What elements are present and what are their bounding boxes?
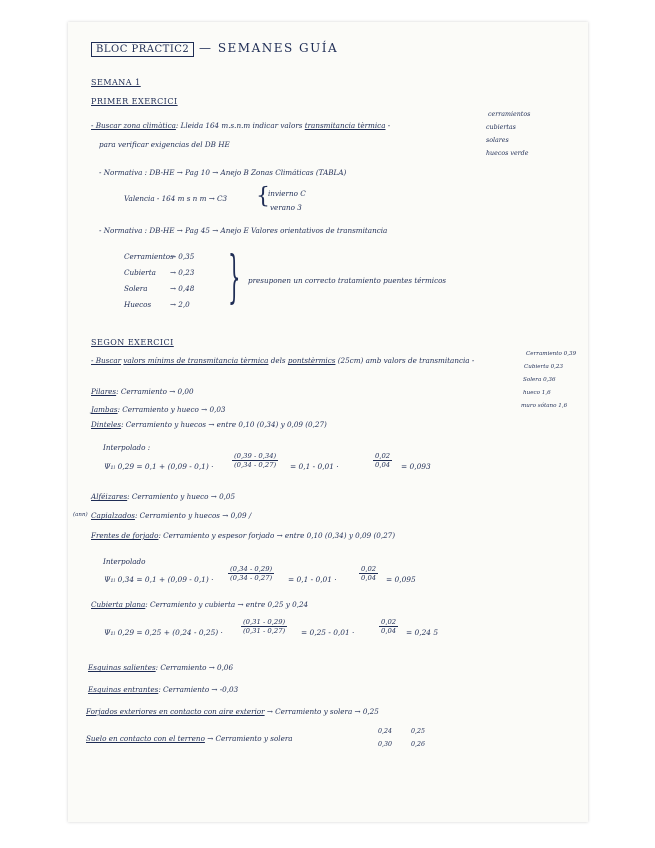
esquinas-entrantes-line	[88, 685, 238, 694]
interp2-label: Interpolado	[103, 557, 146, 566]
interp3-lhs: Ψ₁ₗ 0,29 = 0,25 + (0,24 - 0,25) ·	[104, 628, 223, 637]
value-name: Solera	[124, 284, 148, 293]
frentes-label: Frentes de forjado	[91, 531, 159, 540]
valencia-line: Valencia - 164 m s n m → C3	[124, 194, 228, 203]
interp2-fraction2	[359, 565, 378, 582]
forjados-label: Forjados exteriores en contacto con aire exterior	[86, 707, 265, 716]
brace-values: }	[228, 245, 241, 310]
brace-climate: {	[256, 184, 270, 209]
side-list-2-item: Cerramiento 0,39	[526, 351, 577, 357]
interp1-numerator2: 0,02	[375, 452, 391, 460]
exercise1-heading: PRIMER EXERCICI	[91, 97, 178, 106]
exercise2-heading: SEGON EXERCICI	[91, 338, 174, 347]
interp2-denominator2: 0,04	[361, 574, 377, 582]
interp2-mid: = 0,1 - 0,01 ·	[288, 575, 337, 584]
forjados-line	[86, 707, 379, 716]
side-list-2-item: Solera 0,36	[523, 377, 556, 383]
value-number: → 0,23	[170, 268, 195, 277]
interp1-fraction	[232, 452, 278, 469]
bloc-title-box: BLOC PRACTIC2	[91, 42, 194, 57]
frentes-line	[91, 531, 395, 540]
interp3-result: = 0,24 5	[406, 628, 439, 637]
side-list-2-item: hueco 1,6	[523, 390, 551, 396]
alfeizares-label: Alféizares	[91, 492, 128, 501]
interp2-lhs: Ψ₁ₗ 0,34 = 0,1 + (0,09 - 0,1) ·	[104, 575, 214, 584]
interp1-denominator: (0,34 - 0,27)	[234, 461, 277, 469]
normativa-1: - Normativa : DB-HE → Pag 10 → Anejo B Zonas Climáticas (TABLA)	[99, 168, 347, 177]
suelo-text: → Cerramiento y solera	[207, 734, 293, 743]
intro-mid: dels	[270, 356, 286, 365]
forjados-text: → Cerramiento y solera → 0,25	[266, 707, 379, 716]
intro-tail: (25cm) amb valors de transmitancia -	[337, 356, 475, 365]
interp3-denominator2: 0,04	[381, 627, 397, 635]
cubierta-line	[91, 600, 308, 609]
interp2-denominator: (0,34 - 0,27)	[230, 574, 273, 582]
zona-climatica-term: - Buscar zona climàtica	[91, 121, 176, 130]
interp3-numerator: (0,31 - 0,29)	[243, 618, 286, 626]
capialzados-text: : Cerramiento y huecos → 0,09 /	[134, 511, 252, 520]
interp2-result: = 0,095	[386, 575, 416, 584]
interp1-denominator2: 0,04	[375, 461, 391, 469]
side-list-1-item: cubiertas	[486, 124, 516, 131]
suelo-value: 0,24	[378, 728, 393, 735]
line1-rest: : Lleida 164 m.s.n.m indicar valors	[175, 121, 303, 130]
value-number: → 0,35	[170, 252, 195, 261]
side-list-1-item: solares	[486, 137, 509, 144]
margin-mark: (ann)	[73, 512, 88, 518]
line1-tail: -	[387, 121, 391, 130]
interp3-mid: = 0,25 - 0,01 ·	[301, 628, 355, 637]
summer-zone: verano 3	[270, 203, 302, 212]
pilares-label: Pilares	[91, 387, 117, 396]
capialzados-line	[91, 511, 251, 520]
jambas-label: Jambas	[91, 405, 118, 414]
transmitancia-term: transmitancia tèrmica	[304, 121, 386, 130]
cubierta-text: : Cerramiento y cubierta → entre 0,25 y 0,24	[145, 600, 309, 609]
interp1-mid: = 0,1 - 0,01 ·	[290, 462, 339, 471]
suelo-value: 0,25	[411, 728, 426, 735]
interp3-fraction2	[379, 618, 398, 635]
exercise2-intro	[91, 356, 474, 365]
capialzados-label: Capialzados	[91, 511, 135, 520]
esquinas-salientes-text: : Cerramiento → 0,06	[155, 663, 234, 672]
pilares-line	[91, 387, 194, 396]
intro-term: valors mínims de transmitancia tèrmica	[123, 356, 269, 365]
suelo-value: 0,26	[411, 741, 426, 748]
dinteles-label: Dinteles	[91, 420, 122, 429]
value-name: Huecos	[124, 300, 152, 309]
interp2-numerator2: 0,02	[361, 565, 377, 573]
value-name: Cubierta	[124, 268, 156, 277]
esquinas-salientes-label: Esquinas salientes	[88, 663, 156, 672]
side-list-1-item: cerramientos	[488, 111, 531, 118]
side-list-1-item: huecos verde	[486, 150, 529, 157]
cubierta-label: Cubierta plana	[91, 600, 146, 609]
normativa-2: - Normativa : DB-HE → Pag 45 → Anejo E Valores orientativos de transmitancia	[99, 226, 388, 235]
suelo-value: 0,30	[378, 741, 393, 748]
intro-lead: - Buscar	[91, 356, 122, 365]
values-note: presuponen un correcto tratamiento puentes térmicos	[248, 276, 447, 285]
semana-heading: SEMANA 1	[91, 78, 141, 87]
exercise1-line1	[91, 121, 390, 130]
esquinas-entrantes-text: : Cerramiento → -0,03	[158, 685, 239, 694]
jambas-line	[91, 405, 225, 414]
side-list-2-item: muro sótano 1,6	[521, 403, 568, 409]
esquinas-entrantes-label: Esquinas entrantes	[88, 685, 159, 694]
page-title: — SEMANES GUÍA	[199, 41, 339, 55]
interp1-result: = 0,093	[401, 462, 431, 471]
esquinas-salientes-line	[88, 663, 233, 672]
interp3-numerator2: 0,02	[381, 618, 397, 626]
interp1-fraction2	[373, 452, 392, 469]
interp2-numerator: (0,34 - 0,29)	[230, 565, 273, 573]
dinteles-text: : Cerramiento y huecos → entre 0,10 (0,34) y 0,09 (0,27)	[121, 420, 327, 429]
side-list-2-item: Cubierta 0,23	[524, 364, 564, 370]
suelo-label: Suelo en contacto con el terreno	[86, 734, 205, 743]
intro-term2: pontstèrmics	[287, 356, 336, 365]
alfeizares-text: : Cerramiento y hueco → 0,05	[127, 492, 236, 501]
value-name: Cerramientos	[124, 252, 174, 261]
interp3-fraction	[241, 618, 287, 635]
interp3-denominator: (0,31 - 0,27)	[243, 627, 286, 635]
interp1-numerator: (0,39 - 0,34)	[234, 452, 277, 460]
suelo-line	[86, 734, 293, 743]
frentes-text: : Cerramiento y espesor forjado → entre 0,10 (0,34) y 0,09 (0,27)	[158, 531, 396, 540]
exercise1-line2: para verificar exigencias del DB HE	[99, 140, 230, 149]
dinteles-line	[91, 420, 327, 429]
jambas-text: : Cerramiento y hueco → 0,03	[117, 405, 226, 414]
alfeizares-line	[91, 492, 235, 501]
interp2-fraction	[228, 565, 274, 582]
pilares-text: : Cerramiento → 0,00	[116, 387, 194, 396]
winter-zone: invierno C	[268, 189, 306, 198]
interp1-label: Interpolado :	[103, 443, 151, 452]
value-number: → 0,48	[170, 284, 195, 293]
value-number: → 2,0	[170, 300, 190, 309]
interp1-lhs: Ψ₁ₗ 0,29 = 0,1 + (0,09 - 0,1) ·	[104, 462, 214, 471]
